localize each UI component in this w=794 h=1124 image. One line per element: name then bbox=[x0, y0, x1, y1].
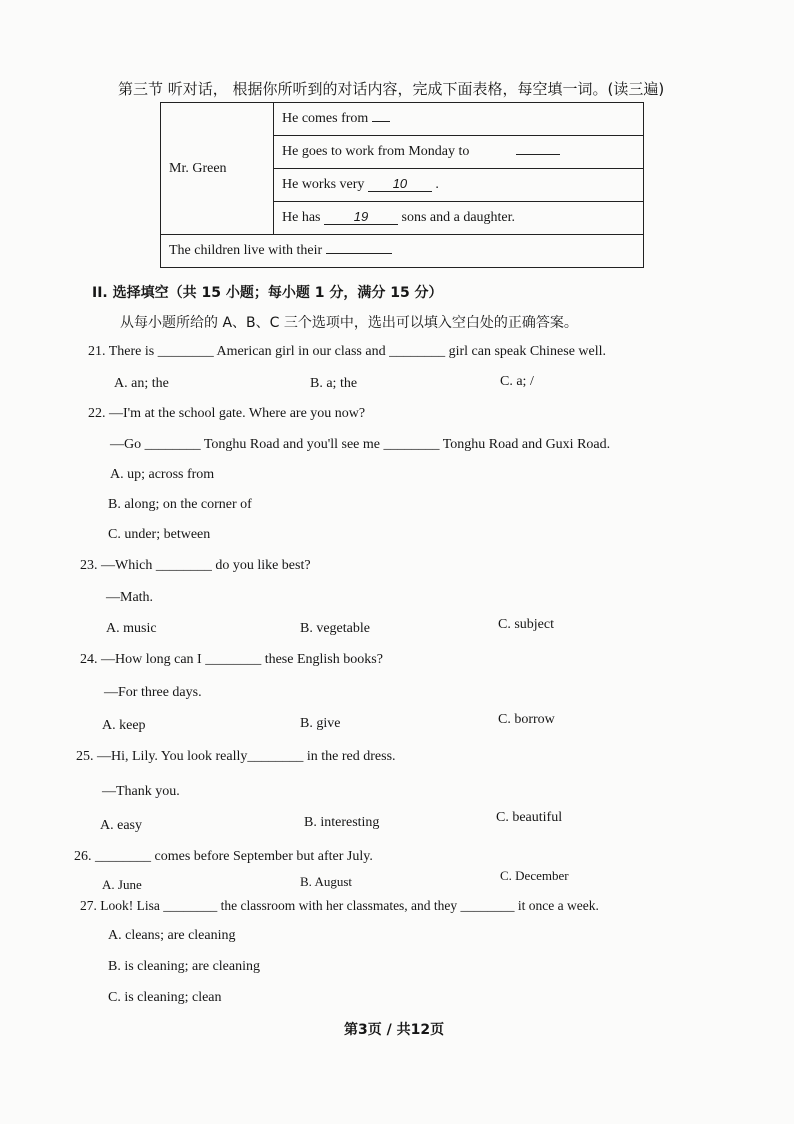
question-27 bbox=[80, 898, 599, 914]
option-c[interactable]: C. subject bbox=[498, 617, 554, 632]
option-c[interactable]: C. borrow bbox=[498, 712, 555, 727]
answer-blank[interactable]: 19 bbox=[324, 210, 398, 225]
question-23 bbox=[80, 558, 311, 574]
table-row bbox=[274, 103, 644, 136]
answer-blank[interactable] bbox=[326, 253, 392, 254]
table-row bbox=[274, 202, 644, 235]
question-text-line2: —Math. bbox=[106, 590, 154, 605]
question-24 bbox=[80, 652, 383, 668]
option-c[interactable]: C. beautiful bbox=[496, 810, 563, 825]
question-number: 27. bbox=[80, 898, 97, 913]
option-a[interactable]: A. June bbox=[102, 877, 142, 892]
question-text-line2: —For three days. bbox=[104, 685, 202, 700]
option-a[interactable]: A. cleans; are cleaning bbox=[108, 928, 236, 943]
option-b[interactable]: B. give bbox=[300, 716, 341, 731]
question-text-line2: —Go ________ Tonghu Road and you'll see me ________ Tonghu Road and Guxi Road. bbox=[110, 437, 611, 452]
row-text: He works very bbox=[282, 177, 365, 192]
question-text: Look! Lisa ________ the classroom with her classmates, and they ________ it once a week. bbox=[100, 898, 599, 913]
row-text: The children live with their bbox=[169, 243, 323, 258]
answer-blank[interactable]: 10 bbox=[368, 177, 432, 192]
option-b[interactable]: B. August bbox=[300, 874, 353, 889]
question-text: —How long can I ________ these English books? bbox=[101, 652, 383, 667]
question-25 bbox=[76, 749, 396, 765]
part2-instructions: 从每小题所给的 A、B、C 三个选项中，选出可以填入空白处的正确答案。 bbox=[120, 315, 578, 331]
question-text: ________ comes before September but after July. bbox=[95, 849, 373, 864]
option-a[interactable]: A. an; the bbox=[114, 376, 169, 391]
question-text: —Which ________ do you like best? bbox=[101, 558, 311, 573]
question-text: —Hi, Lily. You look really________ in the red dress. bbox=[97, 749, 396, 764]
table-row bbox=[274, 136, 644, 169]
answer-blank[interactable] bbox=[372, 121, 390, 122]
question-26 bbox=[74, 849, 373, 865]
option-a[interactable]: A. keep bbox=[102, 718, 146, 733]
question-number: 26. bbox=[74, 849, 92, 864]
part2-title: II. 选择填空（共 15 小题；每小题 1 分，满分 15 分） bbox=[92, 285, 443, 301]
question-number: 23. bbox=[80, 558, 98, 573]
table-row bbox=[161, 235, 644, 268]
answer-blank[interactable] bbox=[516, 154, 560, 155]
question-number: 24. bbox=[80, 652, 98, 667]
option-b[interactable]: B. vegetable bbox=[300, 621, 370, 636]
question-text-line2: —Thank you. bbox=[102, 784, 180, 799]
question-22 bbox=[88, 406, 365, 422]
table-row bbox=[274, 169, 644, 202]
section3-title: 第三节 听对话， 根据你所听到的对话内容，完成下面表格，每空填一词。(读三遍) bbox=[118, 80, 665, 98]
question-text: —I'm at the school gate. Where are you now? bbox=[109, 406, 366, 421]
option-b[interactable]: B. is cleaning; are cleaning bbox=[108, 959, 260, 974]
page-number: 第3页 / 共12页 bbox=[344, 1022, 445, 1038]
row-text: He comes from bbox=[282, 111, 369, 126]
option-a[interactable]: A. music bbox=[106, 621, 157, 636]
question-text: There is ________ American girl in our class and ________ girl can speak Chinese well. bbox=[108, 344, 607, 359]
row-text: He has bbox=[282, 210, 321, 225]
option-b[interactable]: B. a; the bbox=[310, 376, 358, 391]
row-text-after: sons and a daughter. bbox=[401, 210, 516, 225]
option-b[interactable]: B. along; on the corner of bbox=[108, 497, 252, 512]
name-cell: Mr. Green bbox=[161, 103, 274, 235]
question-number: 21. bbox=[88, 344, 106, 359]
option-b[interactable]: B. interesting bbox=[304, 815, 380, 830]
row-text: He goes to work from Monday to bbox=[282, 144, 470, 159]
option-a[interactable]: A. up; across from bbox=[110, 467, 215, 482]
option-c[interactable]: C. is cleaning; clean bbox=[108, 990, 222, 1005]
question-number: 22. bbox=[88, 406, 106, 421]
option-a[interactable]: A. easy bbox=[100, 818, 142, 833]
question-number: 25. bbox=[76, 749, 94, 764]
option-c[interactable]: C. December bbox=[500, 868, 569, 883]
option-c[interactable]: C. a; / bbox=[500, 374, 534, 389]
question-21 bbox=[88, 344, 606, 360]
row-text-after: . bbox=[435, 177, 439, 192]
listening-table bbox=[160, 102, 644, 268]
option-c[interactable]: C. under; between bbox=[108, 527, 211, 542]
